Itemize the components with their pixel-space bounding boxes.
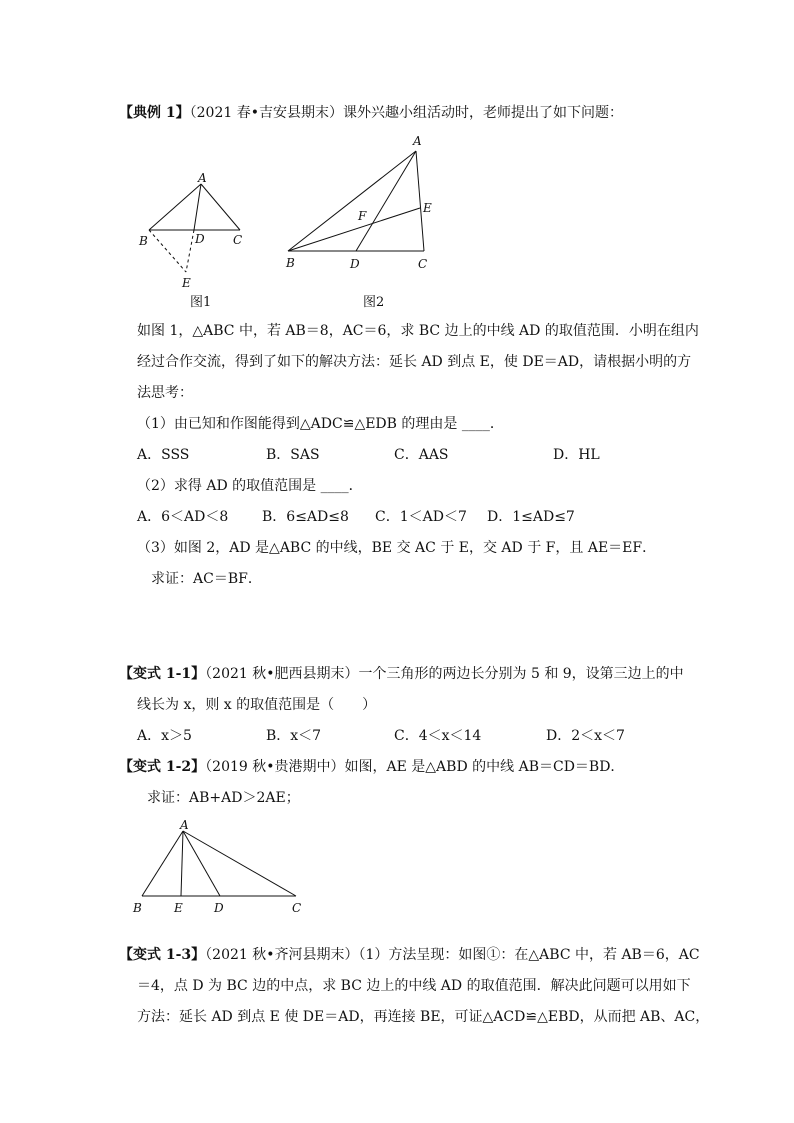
example1-q3: （3）如图 2，AD 是△ABC 的中线，BE 交 AC 于 E，交 AD 于 F，且 AE＝EF．	[137, 540, 657, 556]
variant1-3-text1: （2021 秋•齐河县期末）（1）方法呈现：如图①：在△ABC 中，若 AB＝6，AC	[205, 947, 700, 963]
variant1-3-text3: 方法：延长 AD 到点 E 使 DE＝AD，再连接 BE，可证△ACD≌△EBD，从而把 AB、AC，	[137, 1009, 710, 1025]
fig2-label-d: D	[350, 257, 360, 271]
variant1-3-text2: ＝4，点 D 为 BC 边的中点，求 BC 边上的中线 AD 的取值范围．解决此问题可以用如下	[137, 978, 691, 994]
fig2-label-a: A	[413, 134, 422, 148]
v12-label-b: B	[133, 901, 142, 915]
q2-option-b: B．6≤AD≤8	[262, 509, 349, 525]
variant1-3-tag: 【变式 1-3】	[119, 947, 206, 963]
example1-para2: 经过合作交流，得到了如下的解决方法：延长 AD 到点 E，使 DE＝AD，请根据小明的方	[137, 354, 692, 370]
q1-option-c: C．AAS	[394, 447, 449, 463]
fig1-label-c: C	[233, 233, 243, 247]
q1-option-a: A．SSS	[137, 447, 190, 463]
example1-q1: （1）由已知和作图能得到△ADC≌△EDB 的理由是 ____．	[137, 416, 504, 432]
q2-option-d: D．1≤AD≤7	[487, 509, 575, 525]
example1-para3: 法思考：	[137, 385, 193, 401]
example1-tag: 【典例 1】	[119, 105, 190, 121]
fig2-caption: 图2	[363, 295, 385, 310]
variant1-2-tag: 【变式 1-2】	[119, 759, 206, 775]
fig1-label-b: B	[139, 234, 148, 248]
variant1-2-prove: 求证：AB+AD＞2AE；	[147, 790, 300, 806]
fig2-label-e: E	[423, 201, 432, 215]
variant1-3-line1	[119, 945, 700, 965]
variant1-1-tag: 【变式 1-1】	[119, 666, 206, 682]
q2-option-a: A．6＜AD＜8	[137, 509, 229, 525]
v11-option-b: B．x＜7	[266, 728, 322, 744]
fig2-label-f: F	[358, 209, 367, 223]
v11-option-d: D．2＜x＜7	[546, 728, 625, 744]
fig2-label-b: B	[286, 256, 295, 270]
v12-label-e: E	[174, 901, 183, 915]
fig1-label-e: E	[182, 276, 191, 290]
q1-option-d: D．HL	[553, 447, 600, 463]
v12-label-a: A	[180, 818, 189, 832]
fig1-label-a: A	[198, 171, 207, 185]
example1-source: （2021 春•吉安县期末）	[189, 105, 343, 121]
variant1-1-text1: （2021 秋•肥西县期末）一个三角形的两边长分别为 5 和 9，设第三边上的中	[205, 666, 684, 682]
example1-q3-prove: 求证：AC＝BF．	[151, 571, 262, 587]
v12-label-c: C	[292, 901, 302, 915]
fig1-label-d: D	[195, 232, 205, 246]
example1-intro: 课外兴趣小组活动时，老师提出了如下问题：	[342, 105, 623, 121]
q1-option-b: B．SAS	[266, 447, 320, 463]
v11-option-c: C．4＜x＜14	[394, 728, 482, 744]
example1-para1: 如图 1，△ABC 中，若 AB＝8，AC＝6，求 BC 边上的中线 AD 的取值范围．小明在组内	[137, 323, 699, 339]
example1-q2: （2）求得 AD 的取值范围是 ____．	[137, 478, 363, 494]
v12-label-d: D	[214, 901, 224, 915]
variant1-2-text1: （2019 秋•贵港期中）如图，AE 是△ABD 的中线 AB＝CD＝BD．	[205, 759, 625, 775]
fig2-label-c: C	[418, 257, 428, 271]
q2-option-c: C．1＜AD＜7	[375, 509, 467, 525]
fig1-caption: 图1	[190, 295, 212, 310]
v11-option-a: A．x＞5	[137, 728, 192, 744]
variant1-1-text2: 线长为 x，则 x 的取值范围是（ ）	[137, 697, 377, 713]
